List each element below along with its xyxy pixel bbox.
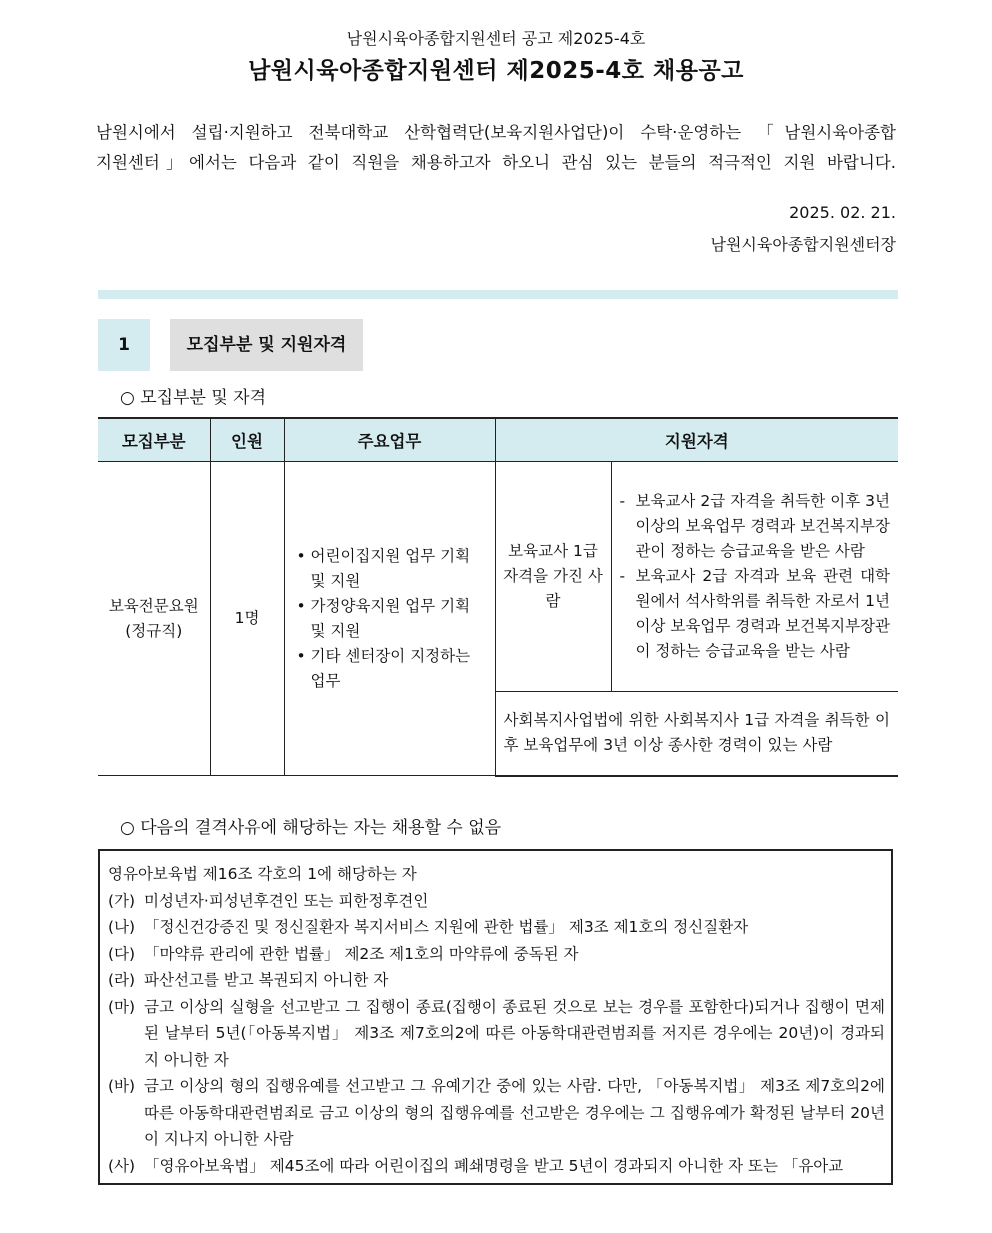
section-number: 1 xyxy=(98,319,150,371)
qual-sub-item: - 보육교사 2급 자격을 취득한 이후 3년 이상의 보육업무 경력과 보건복지부장관이 정하는 승급교육을 받은 사람 xyxy=(619,492,891,560)
position-cell xyxy=(98,462,210,776)
recruitment-table xyxy=(98,417,898,777)
list-item: (가) 미성년자·피성년후견인 또는 피한정후견인 xyxy=(108,891,429,910)
list-item: (라) 파산선고를 받고 복권되지 아니한 자 xyxy=(108,971,389,989)
headcount-cell: 1명 xyxy=(210,462,284,776)
table-row xyxy=(98,462,898,692)
notice-date: 2025. 02. 21. xyxy=(789,203,896,222)
table-header-row xyxy=(98,418,898,462)
subheading-recruit: ○ 모집부분 및 자격 xyxy=(120,388,266,408)
section-title: 모집부분 및 지원자격 xyxy=(170,319,363,371)
notice-number: 남원시육아종합지원센터 공고 제2025-4호 xyxy=(346,29,646,48)
header-headcount: 인원 xyxy=(210,418,284,462)
section-divider xyxy=(98,290,898,299)
qual-sub-list xyxy=(611,462,898,692)
signer: 남원시육아종합지원센터장 xyxy=(710,235,896,254)
duty-item: • 기타 센터장이 지정하는 업무 xyxy=(297,644,485,694)
header-position: 모집부분 xyxy=(98,418,210,462)
list-item: (바) 금고 이상의 형의 집행유예를 선고받고 그 유예기간 중에 있는 사람. 다만, 「아동복지법」 제3조 제7호의2에 따른 아동학대관련범죄로 금고 이상의 형의 집행유예를 선고받은 경우에는 그 집행유예가 확정된 날부터 20년이 지나지 아니한 사람 xyxy=(108,1077,885,1148)
duty-item: • 어린이집지원 업무 기획 및 지원 xyxy=(297,544,485,594)
intro-paragraph xyxy=(96,118,896,178)
disqualifications-box xyxy=(98,849,893,1185)
duty-item: • 가정양육지원 업무 기획 및 지원 xyxy=(297,594,485,644)
subheading-disqualifications: ○ 다음의 결격사유에 해당하는 자는 채용할 수 없음 xyxy=(120,818,502,838)
list-item: (사) 「영유아보육법」 제45조에 따라 어린이집의 폐쇄명령을 받고 5년이 경과되지 아니한 자 또는 「유아교 xyxy=(108,1156,844,1175)
qual-social-worker: 사회복지사업법에 위한 사회복지사 1급 자격을 취득한 이후 보육업무에 3년 이상 종사한 경력이 있는 사람 xyxy=(495,692,898,776)
intro-line: 남원시에서 설립·지원하고 전북대학교 산학협력단(보육지원사업단)이 수탁·운영하는 「남원시육아종합 xyxy=(96,123,896,142)
header-qualifications: 지원자격 xyxy=(495,418,898,462)
list-item: (나) 「정신건강증진 및 정신질환자 복지서비스 지원에 관한 법률」 제3조 제1호의 정신질환자 xyxy=(108,918,749,936)
qual-group-label: 보육교사 1급 자격을 가진 사람 xyxy=(495,462,611,692)
qual-sub-item: - 보육교사 2급 자격과 보육 관련 대학원에서 석사학위를 취득한 자로서 1년 이상 보육업무 경력과 보건복지부장관이 정하는 승급교육을 받는 사람 xyxy=(619,567,891,660)
disq-intro: 영유아보육법 제16조 각호의 1에 해당하는 자 xyxy=(108,865,417,883)
list-item: (다) 「마약류 관리에 관한 법률」 제2조 제1호의 마약류에 중독된 자 xyxy=(108,944,579,963)
header-duties: 주요업무 xyxy=(284,418,495,462)
intro-line: 지원센터」에서는 다음과 같이 직원을 채용하고자 하오니 관심 있는 분들의 적극적인 지원 바랍니다. xyxy=(96,153,896,172)
page-title: 남원시육아종합지원센터 제2025-4호 채용공고 xyxy=(248,58,744,84)
duties-cell xyxy=(284,462,495,776)
list-item: (마) 금고 이상의 실형을 선고받고 그 집행이 종료(집행이 종료된 것으로 보는 경우를 포함한다)되거나 집행이 면제된 날부터 5년(「아동복지법」 제3조 제7호의2에 따른 아동학대관련범죄를 저지른 경우에는 20년)이 경과되지 아니한 자 xyxy=(108,997,885,1069)
position-name: 보육전문요원 xyxy=(108,596,199,615)
position-type: (정규직) xyxy=(125,621,183,640)
